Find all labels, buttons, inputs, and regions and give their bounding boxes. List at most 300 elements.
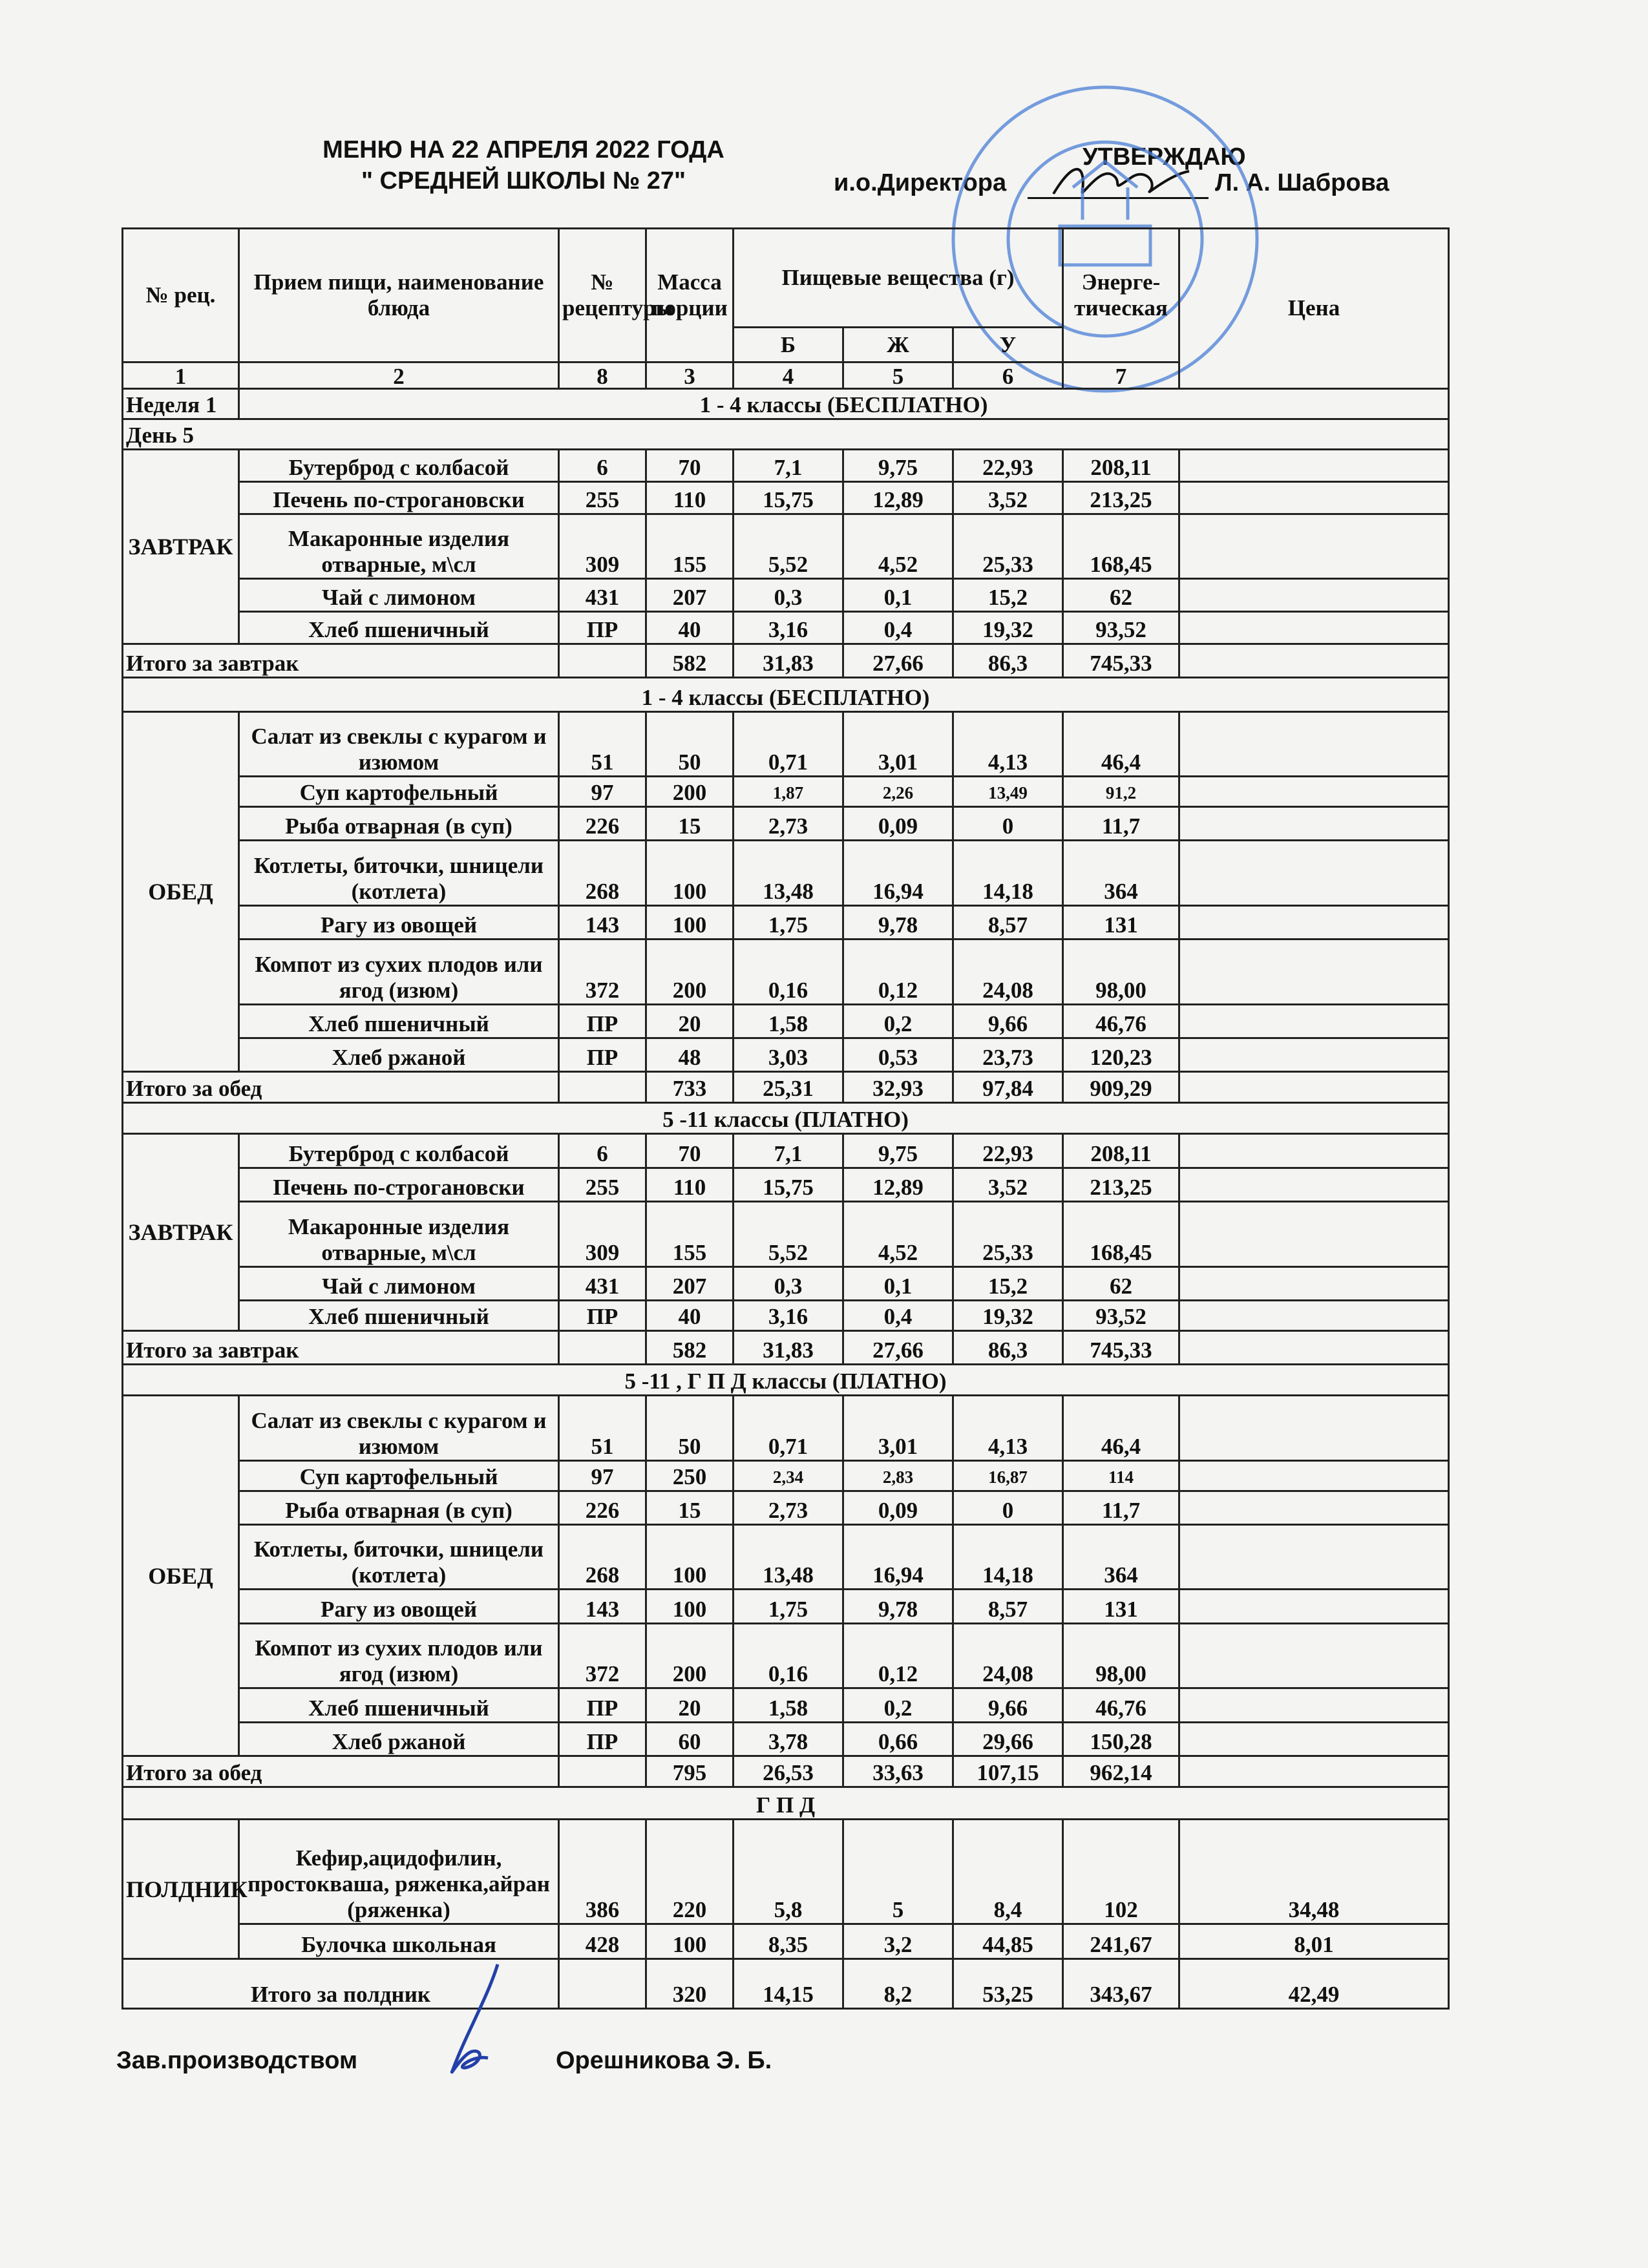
carb-value: 22,93 [953,1134,1063,1168]
carb-value: 25,33 [953,1202,1063,1266]
fat-value: 0,2 [843,1688,953,1722]
total-mass: 795 [646,1756,734,1787]
portion-mass: 155 [646,1202,734,1266]
recipe-number: 97 [559,777,646,807]
portion-mass: 60 [646,1722,734,1756]
energy-value: 46,4 [1063,711,1179,776]
price-value [1179,1038,1449,1071]
dish-name: Суп картофельный [239,777,559,807]
portion-mass: 200 [646,777,734,807]
table-header-row [123,229,1449,328]
col-number: 6 [953,362,1063,388]
fat-value: 0,1 [843,579,953,611]
carb-value: 14,18 [953,841,1063,905]
portion-mass: 100 [646,905,734,939]
fat-value: 0,12 [843,940,953,1004]
total-price [1179,644,1449,677]
portion-mass: 48 [646,1038,734,1071]
director-name: Л. А. Шаброва [1215,169,1389,196]
carb-value: 3,52 [953,1168,1063,1201]
section-title: Г П Д [123,1787,1449,1819]
carb-value: 4,13 [953,711,1063,776]
dish-name: Булочка школьная [239,1924,559,1959]
recipe-number: ПР [559,611,646,644]
dish-name: Котлеты, биточки, шницели (котлета) [239,1524,559,1589]
menu-item-row [123,1460,1449,1491]
fat-value: 5 [843,1820,953,1924]
portion-mass: 50 [646,711,734,776]
recipe-number: 372 [559,1623,646,1688]
total-fat: 8,2 [843,1959,953,2009]
price-value [1179,481,1449,514]
carb-value: 0 [953,806,1063,840]
portion-mass: 207 [646,1266,734,1300]
dish-name: Хлеб ржаной [239,1038,559,1071]
fat-value: 0,2 [843,1004,953,1038]
protein-value: 0,71 [734,1396,843,1460]
price-value [1179,1722,1449,1756]
dish-name: Хлеб ржаной [239,1722,559,1756]
dish-name: Макаронные изделия отварные, м\сл [239,1202,559,1266]
total-row [123,1756,1449,1787]
header-u: У [953,327,1063,362]
protein-value: 1,58 [734,1004,843,1038]
energy-value: 11,7 [1063,1491,1179,1524]
total-label: Итого за обед [123,1072,559,1103]
carb-value: 14,18 [953,1524,1063,1589]
carb-value: 8,4 [953,1820,1063,1924]
fat-value: 0,53 [843,1038,953,1071]
total-row [123,644,1449,677]
fat-value: 0,09 [843,806,953,840]
menu-item-row [123,1168,1449,1201]
carb-value: 19,32 [953,1300,1063,1330]
menu-item-row [123,1038,1449,1071]
dish-name: Хлеб пшеничный [239,1688,559,1722]
protein-value: 7,1 [734,1134,843,1168]
total-price [1179,1756,1449,1787]
total-carb: 97,84 [953,1072,1063,1103]
dish-name: Бутерброд с колбасой [239,1134,559,1168]
portion-mass: 207 [646,579,734,611]
fat-value: 0,4 [843,611,953,644]
energy-value: 102 [1063,1820,1179,1924]
energy-value: 62 [1063,1266,1179,1300]
menu-item-row [123,449,1449,481]
price-value [1179,1202,1449,1266]
col-number: 2 [239,362,559,388]
protein-value: 5,8 [734,1820,843,1924]
total-row [123,1072,1449,1103]
carb-value: 15,2 [953,579,1063,611]
carb-value: 13,49 [953,777,1063,807]
price-value: 8,01 [1179,1924,1449,1959]
price-value [1179,1623,1449,1688]
total-mass: 733 [646,1072,734,1103]
menu-item-row [123,1134,1449,1168]
recipe-number: 428 [559,1924,646,1959]
production-manager-name: Орешникова Э. Б. [556,2047,772,2074]
dish-name: Суп картофельный [239,1460,559,1491]
col-number: 5 [843,362,953,388]
menu-title [213,134,834,196]
recipe-number: 372 [559,940,646,1004]
carb-value: 9,66 [953,1688,1063,1722]
menu-table [121,227,1450,2010]
signature-line [1028,197,1209,199]
dish-name: Печень по-строгановски [239,1168,559,1201]
total-price [1179,1330,1449,1364]
menu-item-row [123,1590,1449,1623]
header-nutrients: Пищевые вещества (г) [734,229,1063,328]
total-energy: 962,14 [1063,1756,1179,1787]
protein-value: 5,52 [734,1202,843,1266]
dish-name: Компот из сухих плодов или ягод (изюм) [239,1623,559,1688]
recipe-number: 143 [559,1590,646,1623]
header-energy: Энерге-тическая [1063,229,1179,362]
energy-value: 241,67 [1063,1924,1179,1959]
total-protein: 14,15 [734,1959,843,2009]
menu-item-row [123,1004,1449,1038]
production-manager-label: Зав.производством [116,2047,358,2074]
total-protein: 25,31 [734,1072,843,1103]
recipe-number: ПР [559,1300,646,1330]
menu-item-row [123,1491,1449,1524]
dish-name: Печень по-строгановски [239,481,559,514]
recipe-number: 268 [559,841,646,905]
dish-name: Кефир,ацидофилин, простокваша, ряженка,айран (ряженка) [239,1820,559,1924]
carb-value: 23,73 [953,1038,1063,1071]
fat-value: 0,4 [843,1300,953,1330]
recipe-number: ПР [559,1038,646,1071]
portion-mass: 70 [646,1134,734,1168]
menu-item-row [123,1266,1449,1300]
header-recipe-no: № рецептуры [559,229,646,362]
total-recipe-empty [559,1330,646,1364]
menu-item-row [123,514,1449,579]
carb-value: 4,13 [953,1396,1063,1460]
dish-name: Хлеб пшеничный [239,1004,559,1038]
section-header-row [123,1365,1449,1396]
portion-mass: 110 [646,1168,734,1201]
total-energy: 745,33 [1063,1330,1179,1364]
menu-item-row [123,1524,1449,1589]
price-value [1179,1168,1449,1201]
portion-mass: 110 [646,481,734,514]
price-value [1179,1460,1449,1491]
portion-mass: 250 [646,1460,734,1491]
recipe-number: 226 [559,806,646,840]
portion-mass: 155 [646,514,734,579]
total-price [1179,1072,1449,1103]
total-protein: 31,83 [734,644,843,677]
menu-item-row [123,1722,1449,1756]
header-price: Цена [1179,229,1449,389]
price-value [1179,777,1449,807]
total-label: Итого за обед [123,1756,559,1787]
meal-name: ОБЕД [123,1396,239,1756]
price-value [1179,841,1449,905]
energy-value: 213,25 [1063,481,1179,514]
price-value [1179,1491,1449,1524]
total-fat: 27,66 [843,1330,953,1364]
dish-name: Рыба отварная (в суп) [239,1491,559,1524]
col-number: 1 [123,362,239,388]
energy-value: 93,52 [1063,611,1179,644]
energy-value: 168,45 [1063,514,1179,579]
price-value [1179,711,1449,776]
energy-value: 98,00 [1063,1623,1179,1688]
energy-value: 93,52 [1063,1300,1179,1330]
dish-name: Хлеб пшеничный [239,1300,559,1330]
protein-value: 2,73 [734,1491,843,1524]
price-value [1179,514,1449,579]
energy-value: 364 [1063,841,1179,905]
carb-value: 25,33 [953,514,1063,579]
energy-value: 131 [1063,1590,1179,1623]
recipe-number: 431 [559,579,646,611]
col-number: 4 [734,362,843,388]
total-recipe-empty [559,644,646,677]
recipe-number: 6 [559,1134,646,1168]
carb-value: 24,08 [953,1623,1063,1688]
dish-name: Салат из свеклы с курагом и изюмом [239,711,559,776]
dish-name: Чай с лимоном [239,579,559,611]
carb-value: 29,66 [953,1722,1063,1756]
protein-value: 1,87 [734,777,843,807]
energy-value: 11,7 [1063,806,1179,840]
col-number: 3 [646,362,734,388]
protein-value: 7,1 [734,449,843,481]
protein-value: 3,16 [734,1300,843,1330]
week-label: Неделя 1 [123,388,239,419]
dish-name: Рагу из овощей [239,905,559,939]
recipe-number: ПР [559,1688,646,1722]
meal-name: ЗАВТРАК [123,449,239,644]
menu-item-row [123,1820,1449,1924]
price-value [1179,1300,1449,1330]
fat-value: 0,1 [843,1266,953,1300]
dish-name: Салат из свеклы с курагом и изюмом [239,1396,559,1460]
energy-value: 168,45 [1063,1202,1179,1266]
menu-item-row [123,611,1449,644]
portion-mass: 15 [646,806,734,840]
menu-item-row [123,1924,1449,1959]
menu-item-row [123,579,1449,611]
protein-value: 0,3 [734,1266,843,1300]
fat-value: 9,78 [843,905,953,939]
section-header-row [123,1787,1449,1819]
section-header-row [123,1103,1449,1134]
section-title: 5 -11 классы (ПЛАТНО) [123,1103,1449,1134]
total-carb: 53,25 [953,1959,1063,2009]
menu-item-row [123,1396,1449,1460]
total-label: Итого за завтрак [123,1330,559,1364]
portion-mass: 100 [646,1924,734,1959]
total-row [123,1959,1449,2009]
energy-value: 46,76 [1063,1004,1179,1038]
carb-value: 16,87 [953,1460,1063,1491]
price-value [1179,1688,1449,1722]
total-fat: 27,66 [843,644,953,677]
total-recipe-empty [559,1959,646,2009]
header-b: Б [734,327,843,362]
dish-name: Компот из сухих плодов или ягод (изюм) [239,940,559,1004]
protein-value: 13,48 [734,1524,843,1589]
protein-value: 5,52 [734,514,843,579]
fat-value: 12,89 [843,481,953,514]
recipe-number: 255 [559,1168,646,1201]
header-zh: Ж [843,327,953,362]
energy-value: 62 [1063,579,1179,611]
meal-name: ЗАВТРАК [123,1134,239,1331]
recipe-number: 143 [559,905,646,939]
recipe-number: 255 [559,481,646,514]
energy-value: 120,23 [1063,1038,1179,1071]
portion-mass: 200 [646,1623,734,1688]
price-value [1179,449,1449,481]
fat-value: 3,01 [843,1396,953,1460]
protein-value: 0,3 [734,579,843,611]
meal-name: ОБЕД [123,711,239,1072]
energy-value: 114 [1063,1460,1179,1491]
menu-item-row [123,841,1449,905]
menu-item-row [123,711,1449,776]
portion-mass: 100 [646,841,734,905]
carb-value: 19,32 [953,611,1063,644]
portion-mass: 40 [646,1300,734,1330]
protein-value: 15,75 [734,481,843,514]
energy-value: 91,2 [1063,777,1179,807]
total-protein: 31,83 [734,1330,843,1364]
total-protein: 26,53 [734,1756,843,1787]
day-label: День 5 [123,419,1449,449]
price-value [1179,806,1449,840]
director-label: и.о.Директора [834,169,1007,196]
energy-value: 131 [1063,905,1179,939]
portion-mass: 20 [646,1004,734,1038]
recipe-number: 51 [559,1396,646,1460]
menu-item-row [123,940,1449,1004]
protein-value: 3,78 [734,1722,843,1756]
price-value [1179,1004,1449,1038]
section-title: 1 - 4 классы (БЕСПЛАТНО) [123,678,1449,711]
fat-value: 16,94 [843,1524,953,1589]
fat-value: 0,66 [843,1722,953,1756]
col-number: 8 [559,362,646,388]
energy-value: 46,76 [1063,1688,1179,1722]
protein-value: 3,03 [734,1038,843,1071]
energy-value: 98,00 [1063,940,1179,1004]
protein-value: 13,48 [734,841,843,905]
header-rec-no: № рец. [123,229,239,362]
total-carb: 86,3 [953,644,1063,677]
protein-value: 8,35 [734,1924,843,1959]
total-mass: 582 [646,644,734,677]
carb-value: 22,93 [953,449,1063,481]
protein-value: 1,75 [734,1590,843,1623]
energy-value: 208,11 [1063,1134,1179,1168]
fat-value: 9,75 [843,449,953,481]
week-row [123,388,1449,419]
total-carb: 86,3 [953,1330,1063,1364]
portion-mass: 15 [646,1491,734,1524]
portion-mass: 40 [646,611,734,644]
recipe-number: 6 [559,449,646,481]
recipe-number: 431 [559,1266,646,1300]
carb-value: 0 [953,1491,1063,1524]
recipe-number: ПР [559,1004,646,1038]
total-price: 42,49 [1179,1959,1449,2009]
protein-value: 15,75 [734,1168,843,1201]
price-value [1179,940,1449,1004]
protein-value: 2,73 [734,806,843,840]
fat-value: 2,26 [843,777,953,807]
portion-mass: 70 [646,449,734,481]
fat-value: 12,89 [843,1168,953,1201]
total-mass: 320 [646,1959,734,2009]
energy-value: 213,25 [1063,1168,1179,1201]
fat-value: 9,78 [843,1590,953,1623]
carb-value: 3,52 [953,481,1063,514]
total-recipe-empty [559,1072,646,1103]
menu-item-row [123,1202,1449,1266]
menu-item-row [123,777,1449,807]
price-value [1179,1524,1449,1589]
dish-name: Чай с лимоном [239,1266,559,1300]
carb-value: 44,85 [953,1924,1063,1959]
protein-value: 1,58 [734,1688,843,1722]
col-number: 7 [1063,362,1179,388]
menu-item-row [123,905,1449,939]
total-carb: 107,15 [953,1756,1063,1787]
total-label: Итого за полдник [123,1959,559,2009]
day-row [123,419,1449,449]
protein-value: 3,16 [734,611,843,644]
recipe-number: ПР [559,1722,646,1756]
protein-value: 1,75 [734,905,843,939]
dish-name: Макаронные изделия отварные, м\сл [239,514,559,579]
total-energy: 909,29 [1063,1072,1179,1103]
fat-value: 0,12 [843,1623,953,1688]
header-mass: Масса порции [646,229,734,362]
recipe-number: 309 [559,1202,646,1266]
carb-value: 8,57 [953,905,1063,939]
price-value [1179,1134,1449,1168]
price-value [1179,1590,1449,1623]
total-label: Итого за завтрак [123,644,559,677]
section-header-row [123,678,1449,711]
protein-value: 0,71 [734,711,843,776]
meal-name: ПОЛДНИК [123,1820,239,1959]
price-value [1179,1396,1449,1460]
recipe-number: 268 [559,1524,646,1589]
protein-value: 2,34 [734,1460,843,1491]
carb-value: 15,2 [953,1266,1063,1300]
portion-mass: 200 [646,940,734,1004]
portion-mass: 20 [646,1688,734,1722]
section-title: 1 - 4 классы (БЕСПЛАТНО) [239,388,1449,419]
menu-title-line1: МЕНЮ НА 22 АПРЕЛЯ 2022 ГОДА [322,136,724,163]
price-value [1179,611,1449,644]
total-energy: 745,33 [1063,644,1179,677]
total-energy: 343,67 [1063,1959,1179,2009]
portion-mass: 220 [646,1820,734,1924]
portion-mass: 50 [646,1396,734,1460]
menu-title-line2: " СРЕДНЕЙ ШКОЛЫ № 27" [361,167,686,194]
total-row [123,1330,1449,1364]
menu-item-row [123,1688,1449,1722]
